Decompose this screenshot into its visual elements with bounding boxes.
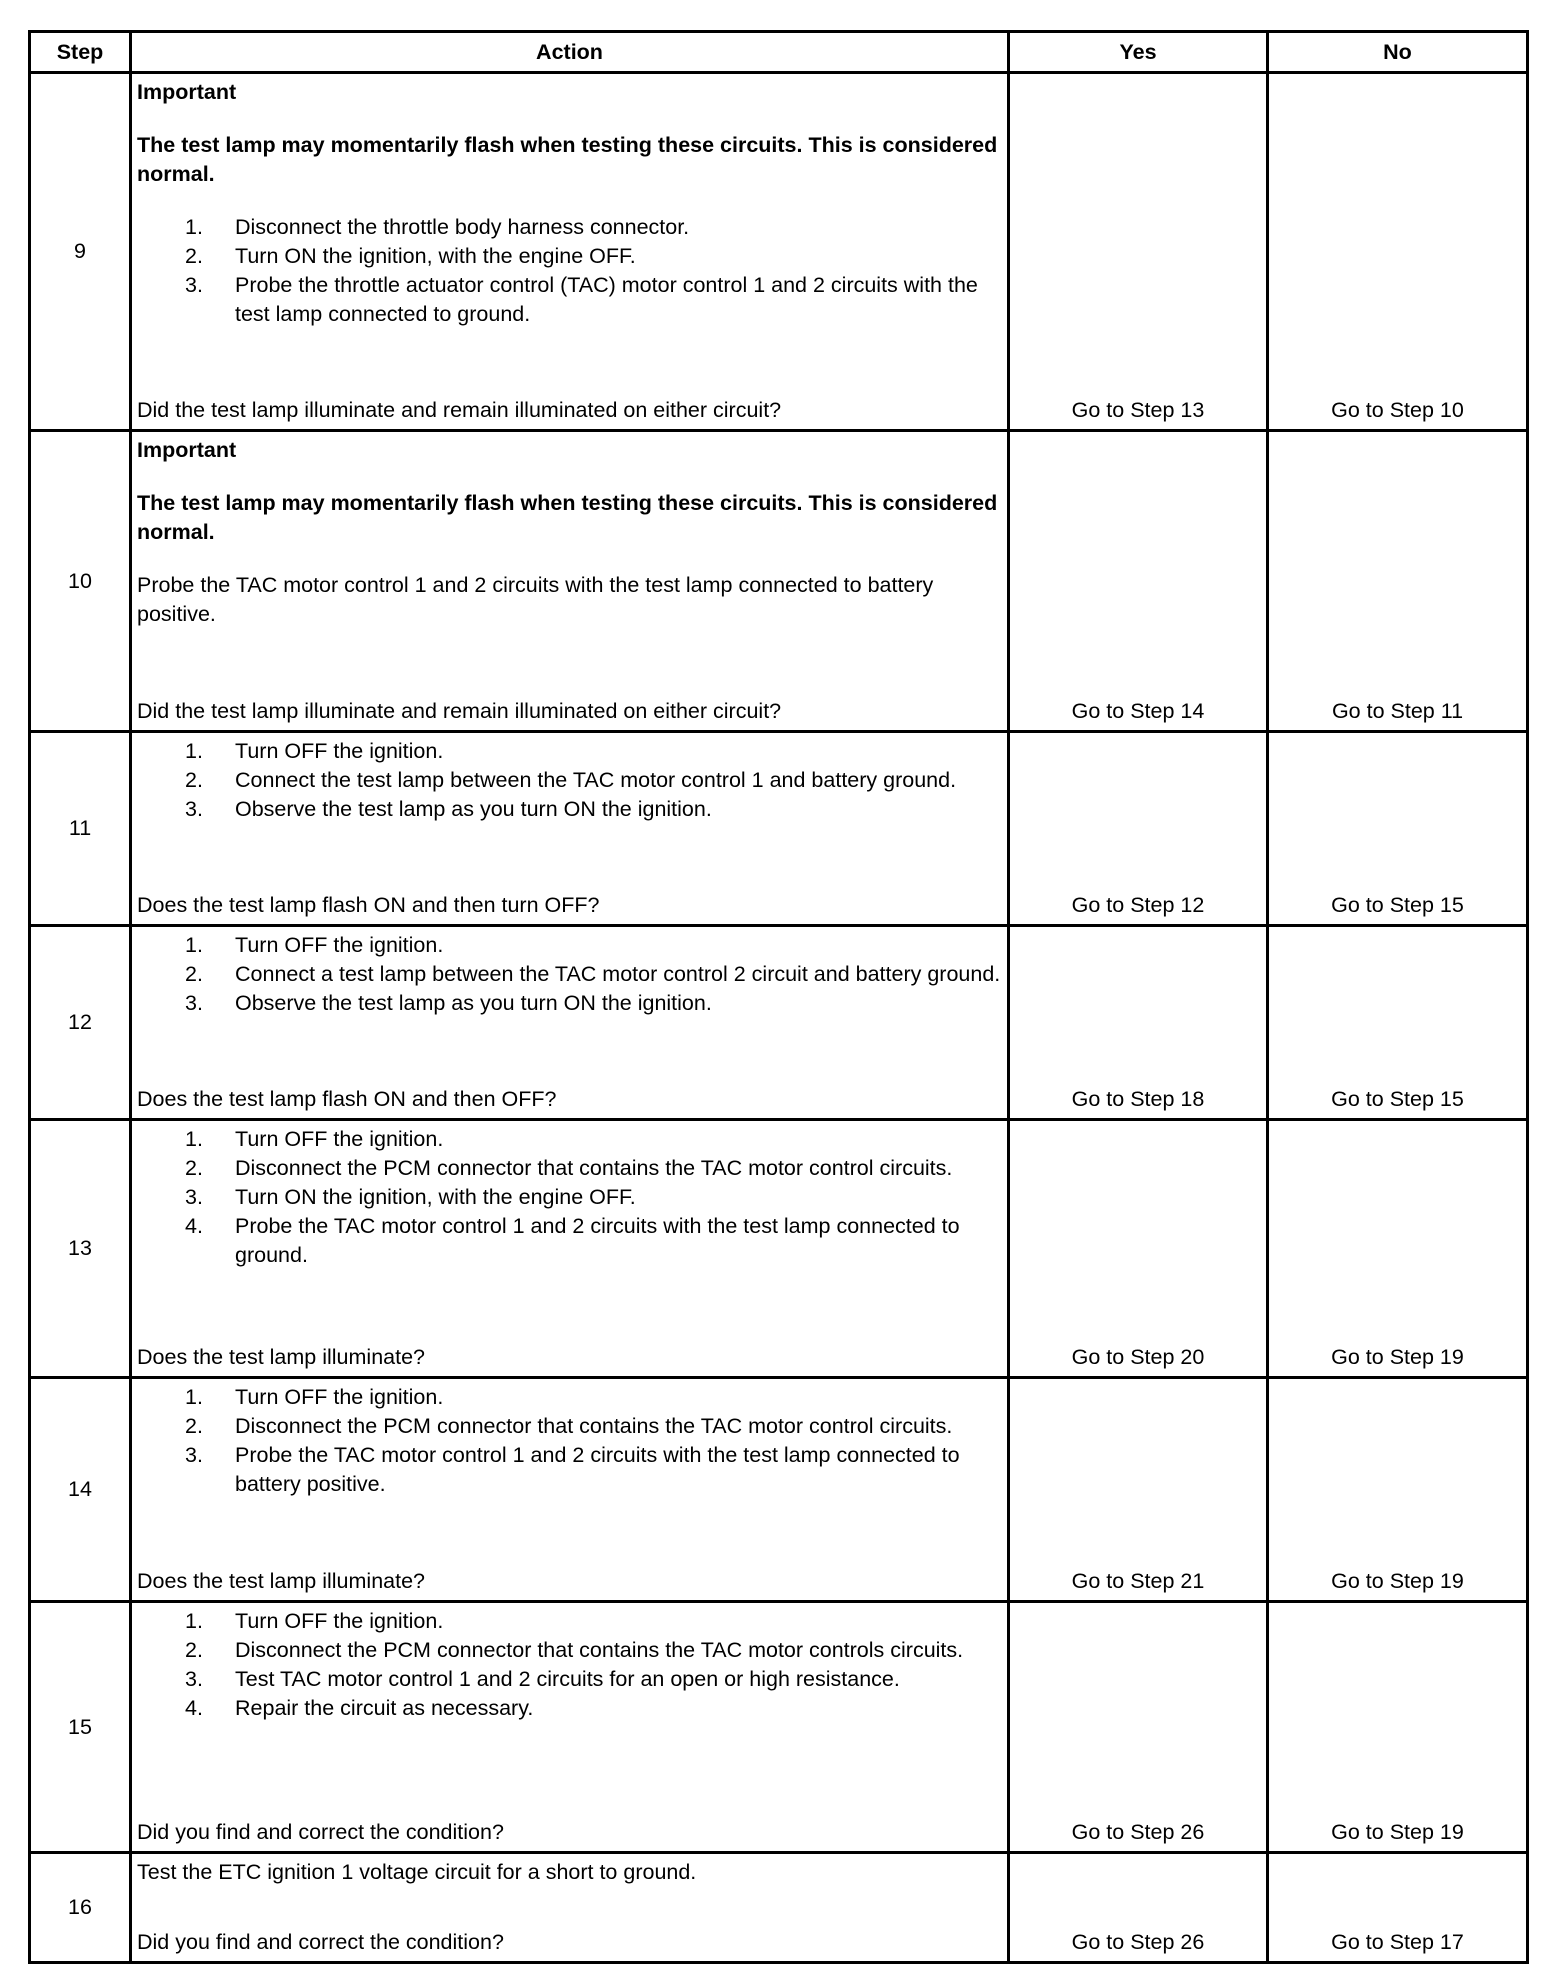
action-cell	[131, 926, 1009, 1120]
list-item	[137, 989, 1001, 1018]
action-content	[132, 1603, 1007, 1851]
list-number: 4.	[185, 1696, 203, 1720]
action-steps-list	[137, 213, 1001, 329]
action-text: Probe the TAC motor control 1 and 2 circuits with the test lamp connected to battery positive.	[137, 573, 934, 626]
yes-result: Go to Step 13	[1009, 73, 1268, 431]
list-item	[137, 1212, 1001, 1270]
list-text: Turn ON the ignition, with the engine OFF.	[235, 244, 636, 268]
list-text: Test TAC motor control 1 and 2 circuits for an open or high resistance.	[235, 1667, 900, 1691]
list-number: 2.	[185, 1414, 203, 1438]
list-text: Disconnect the throttle body harness connector.	[235, 215, 690, 239]
header-no: No	[1268, 32, 1528, 73]
list-number: 1.	[185, 1385, 203, 1409]
diagnostic-table	[28, 30, 1529, 1964]
yes-result: Go to Step 18	[1009, 926, 1268, 1120]
list-item	[137, 960, 1001, 989]
step-number: 10	[30, 431, 131, 732]
list-item	[137, 1183, 1001, 1212]
action-content	[132, 74, 1007, 429]
table-row	[30, 926, 1528, 1120]
yes-result: Go to Step 20	[1009, 1120, 1268, 1378]
list-text: Connect a test lamp between the TAC motor control 2 circuit and battery ground.	[235, 962, 1001, 986]
list-number: 3.	[185, 1667, 203, 1691]
action-cell	[131, 732, 1009, 926]
list-number: 3.	[185, 1185, 203, 1209]
action-cell	[131, 73, 1009, 431]
no-result: Go to Step 15	[1268, 732, 1528, 926]
table-row	[30, 1602, 1528, 1853]
important-note: The test lamp may momentarily flash when testing these circuits. This is considered normal.	[137, 133, 998, 186]
action-cell	[131, 1378, 1009, 1602]
list-text: Probe the TAC motor control 1 and 2 circuits with the test lamp connected to ground.	[235, 1214, 960, 1267]
list-item	[137, 1636, 1001, 1665]
list-number: 1.	[185, 739, 203, 763]
list-text: Turn OFF the ignition.	[235, 1609, 444, 1633]
list-text: Disconnect the PCM connector that contains the TAC motor controls circuits.	[235, 1638, 964, 1662]
action-content	[132, 1379, 1007, 1600]
step-number: 11	[30, 732, 131, 926]
question: Did the test lamp illuminate and remain illuminated on either circuit?	[137, 398, 782, 422]
list-item	[137, 931, 1001, 960]
list-item	[137, 1665, 1001, 1694]
action-steps-list	[137, 1383, 1001, 1499]
header-step: Step	[30, 32, 131, 73]
list-item	[137, 1607, 1001, 1636]
important-note: The test lamp may momentarily flash when testing these circuits. This is considered normal.	[137, 491, 998, 544]
table-row	[30, 431, 1528, 732]
question: Did the test lamp illuminate and remain illuminated on either circuit?	[137, 699, 782, 723]
list-number: 1.	[185, 933, 203, 957]
important-label: Important	[137, 438, 237, 462]
list-text: Turn OFF the ignition.	[235, 739, 444, 763]
header-action: Action	[131, 32, 1009, 73]
list-text: Probe the TAC motor control 1 and 2 circuits with the test lamp connected to battery positive.	[235, 1443, 960, 1496]
question: Does the test lamp illuminate?	[137, 1345, 426, 1369]
yes-result: Go to Step 26	[1009, 1602, 1268, 1853]
list-item	[137, 213, 1001, 242]
list-text: Repair the circuit as necessary.	[235, 1696, 534, 1720]
action-steps-list	[137, 737, 1001, 824]
action-steps-list	[137, 1125, 1001, 1270]
list-number: 3.	[185, 991, 203, 1015]
important-label: Important	[137, 80, 237, 104]
no-result: Go to Step 11	[1268, 431, 1528, 732]
list-item	[137, 1383, 1001, 1412]
question: Does the test lamp illuminate?	[137, 1569, 426, 1593]
list-number: 1.	[185, 1127, 203, 1151]
action-text: Test the ETC ignition 1 voltage circuit for a short to ground.	[137, 1860, 697, 1884]
step-number: 9	[30, 73, 131, 431]
list-item	[137, 1125, 1001, 1154]
yes-result: Go to Step 21	[1009, 1378, 1268, 1602]
list-text: Turn ON the ignition, with the engine OFF.	[235, 1185, 636, 1209]
list-text: Turn OFF the ignition.	[235, 1127, 444, 1151]
list-item	[137, 766, 1001, 795]
action-cell	[131, 1602, 1009, 1853]
list-number: 3.	[185, 273, 203, 297]
no-result: Go to Step 19	[1268, 1378, 1528, 1602]
list-number: 2.	[185, 244, 203, 268]
question: Did you find and correct the condition?	[137, 1820, 504, 1844]
list-text: Turn OFF the ignition.	[235, 1385, 444, 1409]
step-number: 15	[30, 1602, 131, 1853]
no-result: Go to Step 19	[1268, 1120, 1528, 1378]
no-result: Go to Step 10	[1268, 73, 1528, 431]
list-number: 1.	[185, 215, 203, 239]
table-row	[30, 732, 1528, 926]
question: Does the test lamp flash ON and then OFF?	[137, 1087, 557, 1111]
table-row	[30, 1120, 1528, 1378]
list-number: 1.	[185, 1609, 203, 1633]
header-yes: Yes	[1009, 32, 1268, 73]
table-row	[30, 1378, 1528, 1602]
action-content	[132, 1121, 1007, 1376]
list-text: Disconnect the PCM connector that contains the TAC motor control circuits.	[235, 1156, 953, 1180]
list-text: Probe the throttle actuator control (TAC) motor control 1 and 2 circuits with the test lamp connected to ground.	[235, 273, 978, 326]
list-text: Observe the test lamp as you turn ON the ignition.	[235, 797, 712, 821]
list-text: Connect the test lamp between the TAC motor control 1 and battery ground.	[235, 768, 957, 792]
list-item	[137, 271, 1001, 329]
action-steps-list	[137, 1607, 1001, 1723]
yes-result: Go to Step 26	[1009, 1853, 1268, 1963]
step-number: 13	[30, 1120, 131, 1378]
list-number: 3.	[185, 1443, 203, 1467]
list-number: 3.	[185, 797, 203, 821]
list-item	[137, 1694, 1001, 1723]
list-text: Turn OFF the ignition.	[235, 933, 444, 957]
no-result: Go to Step 15	[1268, 926, 1528, 1120]
list-item	[137, 1412, 1001, 1441]
list-number: 2.	[185, 1638, 203, 1662]
list-item	[137, 737, 1001, 766]
action-content	[132, 432, 1007, 730]
action-cell	[131, 1120, 1009, 1378]
yes-result: Go to Step 14	[1009, 431, 1268, 732]
header-row	[30, 32, 1528, 73]
action-content	[132, 927, 1007, 1118]
list-number: 2.	[185, 962, 203, 986]
list-item	[137, 795, 1001, 824]
list-number: 2.	[185, 1156, 203, 1180]
action-content	[132, 733, 1007, 924]
action-content	[132, 1854, 1007, 1961]
action-steps-list	[137, 931, 1001, 1018]
list-number: 4.	[185, 1214, 203, 1238]
question: Did you find and correct the condition?	[137, 1930, 504, 1954]
no-result: Go to Step 17	[1268, 1853, 1528, 1963]
no-result: Go to Step 19	[1268, 1602, 1528, 1853]
list-text: Disconnect the PCM connector that contains the TAC motor control circuits.	[235, 1414, 953, 1438]
yes-result: Go to Step 12	[1009, 732, 1268, 926]
list-item	[137, 1441, 1001, 1499]
step-number: 16	[30, 1853, 131, 1963]
list-item	[137, 242, 1001, 271]
table-row	[30, 73, 1528, 431]
action-cell	[131, 431, 1009, 732]
action-cell	[131, 1853, 1009, 1963]
step-number: 14	[30, 1378, 131, 1602]
list-item	[137, 1154, 1001, 1183]
question: Does the test lamp flash ON and then turn OFF?	[137, 893, 600, 917]
step-number: 12	[30, 926, 131, 1120]
table-row	[30, 1853, 1528, 1963]
list-number: 2.	[185, 768, 203, 792]
list-text: Observe the test lamp as you turn ON the ignition.	[235, 991, 712, 1015]
